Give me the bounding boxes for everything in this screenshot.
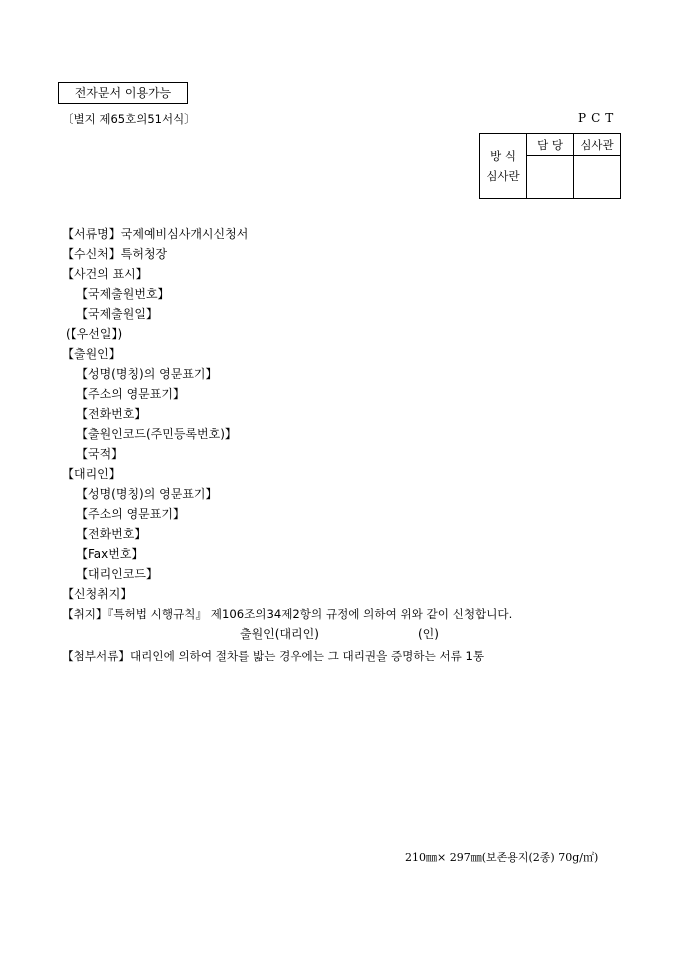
applicant-name-en-field: 【성명(명칭)의 영문표기】 <box>76 367 218 381</box>
seal-mark: (인) <box>418 627 439 641</box>
agent-address-en-field: 【주소의 영문표기】 <box>76 507 185 521</box>
attachments-statement: 【첨부서류】대리인에 의하여 절차를 밟는 경우에는 그 대리권을 증명하는 서류 1통 <box>62 649 485 663</box>
applicant-signature-label: 출원인(대리인) <box>240 627 319 641</box>
e-document-stamp: 전자문서 이용가능 <box>58 82 188 104</box>
applicant-section: 【출원인】 <box>62 347 121 361</box>
applicant-code-field: 【출원인코드(주민등록번호)】 <box>76 427 237 441</box>
applicant-nationality-field: 【국적】 <box>76 447 124 461</box>
applicant-phone-field: 【전화번호】 <box>76 407 147 421</box>
agent-name-en-field: 【성명(명칭)의 영문표기】 <box>76 487 218 501</box>
agent-section: 【대리인】 <box>62 467 121 481</box>
purpose-statement: 【취지】『특허법 시행규칙』 제106조의34제2항의 규정에 의하여 위와 같이 신청합니다. <box>62 607 513 621</box>
intl-app-date-field: 【국제출원일】 <box>76 307 158 321</box>
request-purpose-section: 【신청취지】 <box>62 587 133 601</box>
review-box-col-examiner: 심사관 <box>574 134 621 156</box>
intl-app-number-field: 【국제출원번호】 <box>76 287 170 301</box>
recipient-line: 【수신처】특허청장 <box>62 247 168 261</box>
case-section: 【사건의 표시】 <box>62 267 148 281</box>
agent-phone-field: 【전화번호】 <box>76 527 147 541</box>
form-number: 〔별지 제65호의51서식〕 <box>62 112 196 126</box>
applicant-address-en-field: 【주소의 영문표기】 <box>76 387 185 401</box>
review-box-col-staff: 담 당 <box>527 134 574 156</box>
pct-label: PCT <box>578 111 619 125</box>
doc-title-line: 【서류명】국제예비심사개시신청서 <box>62 227 249 241</box>
priority-date-field: (【우선일】) <box>66 327 123 341</box>
review-box-staff-cell <box>527 156 574 199</box>
agent-code-field: 【대리인코드】 <box>76 567 158 581</box>
paper-size-note: 210㎜× 297㎜(보존용지(2종) 70g/㎡) <box>405 851 599 864</box>
review-box-label: 방 식 심사란 <box>480 134 527 199</box>
review-box-examiner-cell <box>574 156 621 199</box>
agent-fax-field: 【Fax번호】 <box>76 547 144 561</box>
review-box <box>479 133 621 199</box>
